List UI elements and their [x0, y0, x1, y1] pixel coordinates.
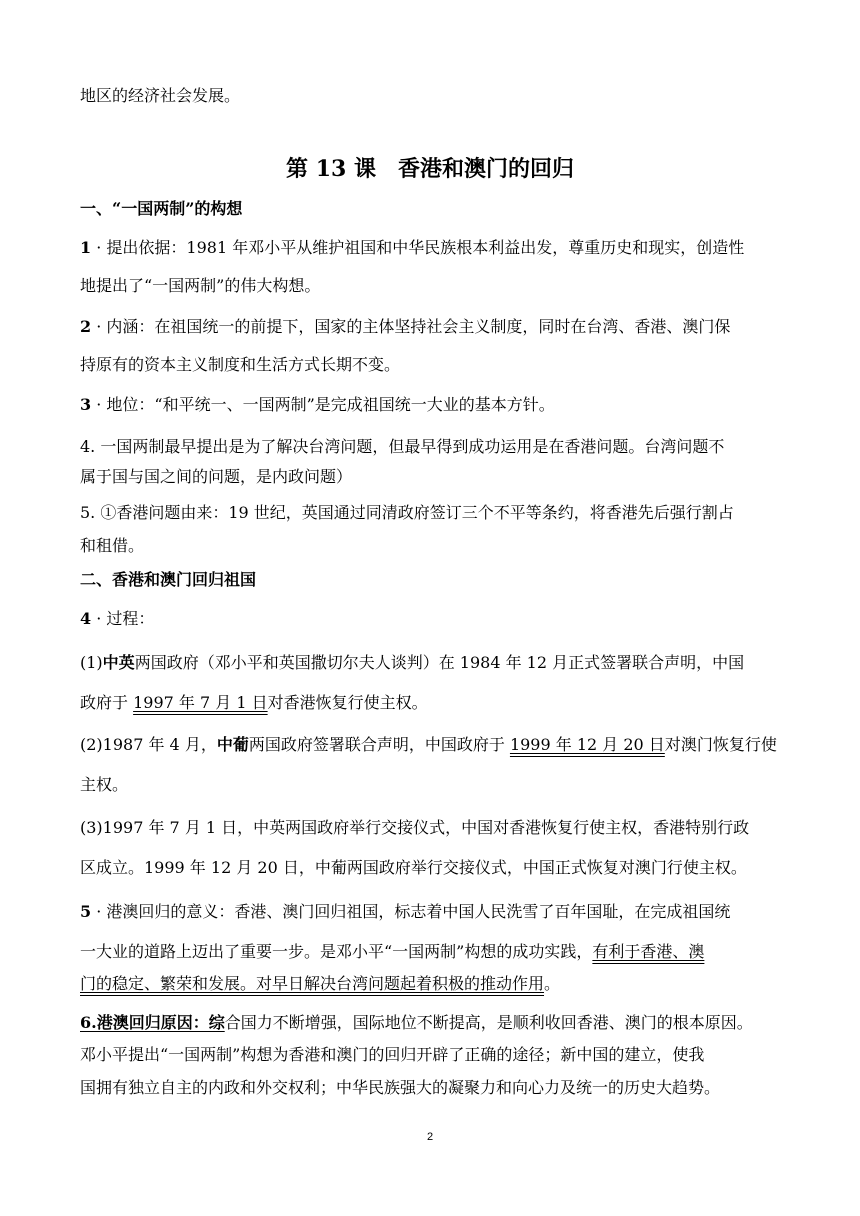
p2-date: 1999 年 12 月 20 日 [509, 735, 665, 754]
s1-item5-line1: 5. ①香港问题由来：19 世纪，英国通过同清政府签订三个不平等条约，将香港先后强行割占 [80, 503, 734, 522]
p1-line2-pre: 政府于 [80, 693, 134, 712]
s2-item6-line2: 邓小平提出“一国两制”构想为香港和澳门的回归开辟了正确的途径；新中国的建立，使我 [80, 1045, 705, 1064]
s2-p1-line1 [80, 653, 782, 673]
section1-heading: 一、“一国两制”的构想 [80, 199, 243, 218]
s1-item4-line1: 4. 一国两制最早提出是为了解决台湾问题，但最早得到成功运用是在香港问题。台湾问题不 [80, 437, 725, 456]
lesson-title: 第 13 课 香港和澳门的回归 [286, 156, 574, 182]
item-separator: · [96, 902, 102, 921]
s2-p1-line2 [80, 693, 782, 713]
continuation-text: 地区的经济社会发展。 [80, 86, 241, 105]
item-separator: · [96, 609, 102, 628]
p1-text: 两国政府（邓小平和英国撒切尔夫人谈判）在 1984 年 12 月正式签署联合声明，中国 [134, 653, 745, 672]
item-number: 1 [80, 238, 92, 257]
item6-text: 合国力不断增强，国际地位不断提高，是顺利收回香港、澳门的根本原因。 [224, 1013, 753, 1032]
s1-item1-line1 [80, 238, 782, 258]
item-separator: · [96, 238, 102, 257]
s2-p3-line1: (3)1997 年 7 月 1 日，中英两国政府举行交接仪式，中国对香港恢复行使主权，香港特别行政 [80, 818, 750, 837]
p2-text: 两国政府签署联合声明，中国政府于 [248, 735, 510, 754]
item-text: 地位：“和平统一、一国两制”是完成祖国统一大业的基本方针。 [106, 395, 555, 414]
s1-item2-line1 [80, 317, 782, 337]
p2-post: 对澳门恢复行使 [664, 735, 777, 754]
s1-item4-line2: 属于国与国之间的问题，是内政问题） [80, 467, 353, 486]
s2-item4-line [80, 609, 782, 629]
s2-item5-line3 [80, 974, 782, 994]
item-number: 3 [80, 395, 92, 414]
s1-item5-line2: 和租借。 [80, 536, 145, 555]
item5-underlined-2: 门的稳定、繁荣和发展。对早日解决台湾问题起着积极的推动作用 [80, 974, 545, 993]
item-number: 2 [80, 317, 92, 336]
s2-item6-line3: 国拥有独立自主的内政和外交权利；中华民族强大的凝聚力和向心力及统一的历史大趋势。 [80, 1078, 721, 1097]
s1-item3-line1 [80, 395, 782, 415]
p1-bold: 中英 [102, 653, 135, 672]
s1-item2-line2: 持原有的资本主义制度和生活方式长期不变。 [80, 355, 401, 374]
p2-bold: 中葡 [216, 735, 249, 754]
item-number: 5 [80, 902, 92, 921]
section2-heading: 二、香港和澳门回归祖国 [80, 570, 257, 589]
item-separator: · [96, 395, 102, 414]
s2-item6-line1 [80, 1013, 782, 1033]
p1-date: 1997 年 7 月 1 日 [133, 693, 268, 712]
p1-prefix: (1) [80, 653, 103, 672]
p2-prefix: (2)1987 年 4 月， [80, 735, 217, 754]
item-separator: · [96, 317, 102, 336]
item-text: 过程： [106, 609, 155, 628]
s1-item1-line2: 地提出了“一国两制”的伟大构想。 [80, 276, 321, 295]
item5-line3-post: 。 [544, 974, 561, 993]
s2-p3-line2: 区成立。1999 年 12 月 20 日，中葡两国政府举行交接仪式，中国正式恢复对澳门行使主权。 [80, 858, 747, 877]
p1-line2-post: 对香港恢复行使主权。 [267, 693, 428, 712]
item-text: 港澳回归的意义：香港、澳门回归祖国，标志着中国人民洗雪了百年国耻，在完成祖国统 [106, 902, 731, 921]
item6-label: 6.港澳回归原因：综 [80, 1013, 225, 1032]
item5-line2-pre: 一大业的道路上迈出了重要一步。是邓小平“一国两制”构想的成功实践， [80, 942, 593, 961]
item5-underlined-1: 有利于香港、澳 [592, 942, 705, 961]
item-text: 提出依据：1981 年邓小平从维护祖国和中华民族根本利益出发，尊重历史和现实，创造性 [106, 238, 745, 257]
s2-item5-line1 [80, 902, 782, 922]
item-text: 内涵：在祖国统一的前提下，国家的主体坚持社会主义制度，同时在台湾、香港、澳门保 [106, 317, 731, 336]
s2-p2-line1 [80, 735, 782, 755]
page-number: 2 [426, 1131, 434, 1143]
s2-p2-line2: 主权。 [80, 775, 129, 794]
item-number: 4 [80, 609, 92, 628]
s2-item5-line2 [80, 942, 782, 962]
